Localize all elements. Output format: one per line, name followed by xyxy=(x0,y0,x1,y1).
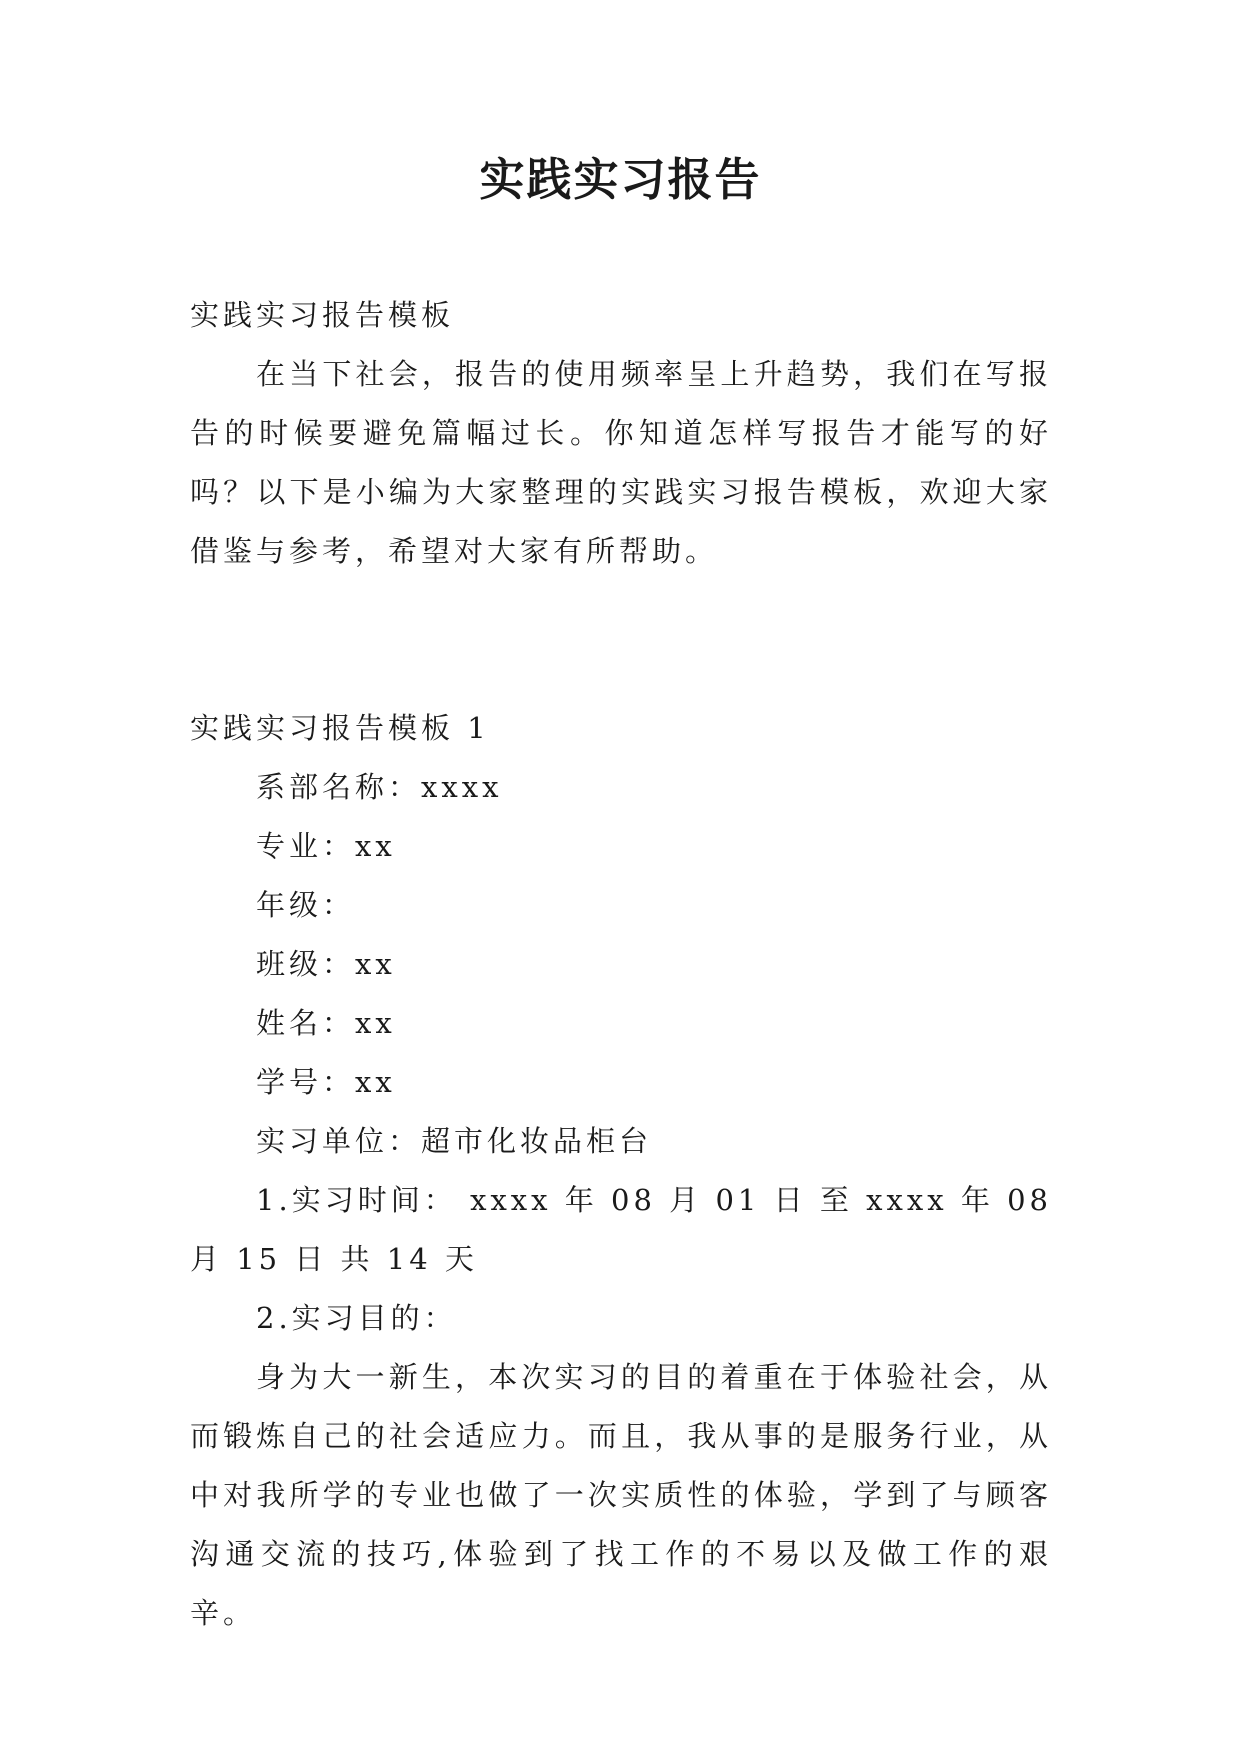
document-body xyxy=(190,286,1052,1643)
intro-paragraph: 在当下社会，报告的使用频率呈上升趋势，我们在写报告的时候要避免篇幅过长。你知道怎样写报告才能写的好吗？以下是小编为大家整理的实践实习报告模板，欢迎大家借鉴与参考，希望对大家有所帮助。 xyxy=(190,357,1052,568)
section-spacer xyxy=(190,581,1052,699)
purpose-heading: 2.实习目的： xyxy=(256,1301,457,1335)
field-student-id: 学号：xx xyxy=(256,1065,396,1099)
section-heading: 实践实习报告模板 1 xyxy=(190,711,490,745)
field-name: 姓名：xx xyxy=(256,1006,396,1040)
field-unit: 实习单位：超市化妆品柜台 xyxy=(256,1124,653,1158)
field-major: 专业：xx xyxy=(256,829,396,863)
internship-time: 1.实习时间： xxxx 年 08 月 01 日 至 xxxx 年 08 月 15 日 共 14 天 xyxy=(190,1183,1052,1276)
field-department: 系部名称：xxxx xyxy=(256,770,503,804)
document-title: 实践实习报告 xyxy=(479,153,762,206)
field-class: 班级：xx xyxy=(256,947,396,981)
purpose-paragraph: 身为大一新生，本次实习的目的着重在于体验社会，从而锻炼自己的社会适应力。而且，我从事的是服务行业，从中对我所学的专业也做了一次实质性的体验，学到了与顾客沟通交流的技巧,体验到了找工作的不易以及做工作的艰辛。 xyxy=(190,1360,1052,1630)
subtitle: 实践实习报告模板 xyxy=(190,298,455,332)
field-grade: 年级： xyxy=(256,888,356,922)
